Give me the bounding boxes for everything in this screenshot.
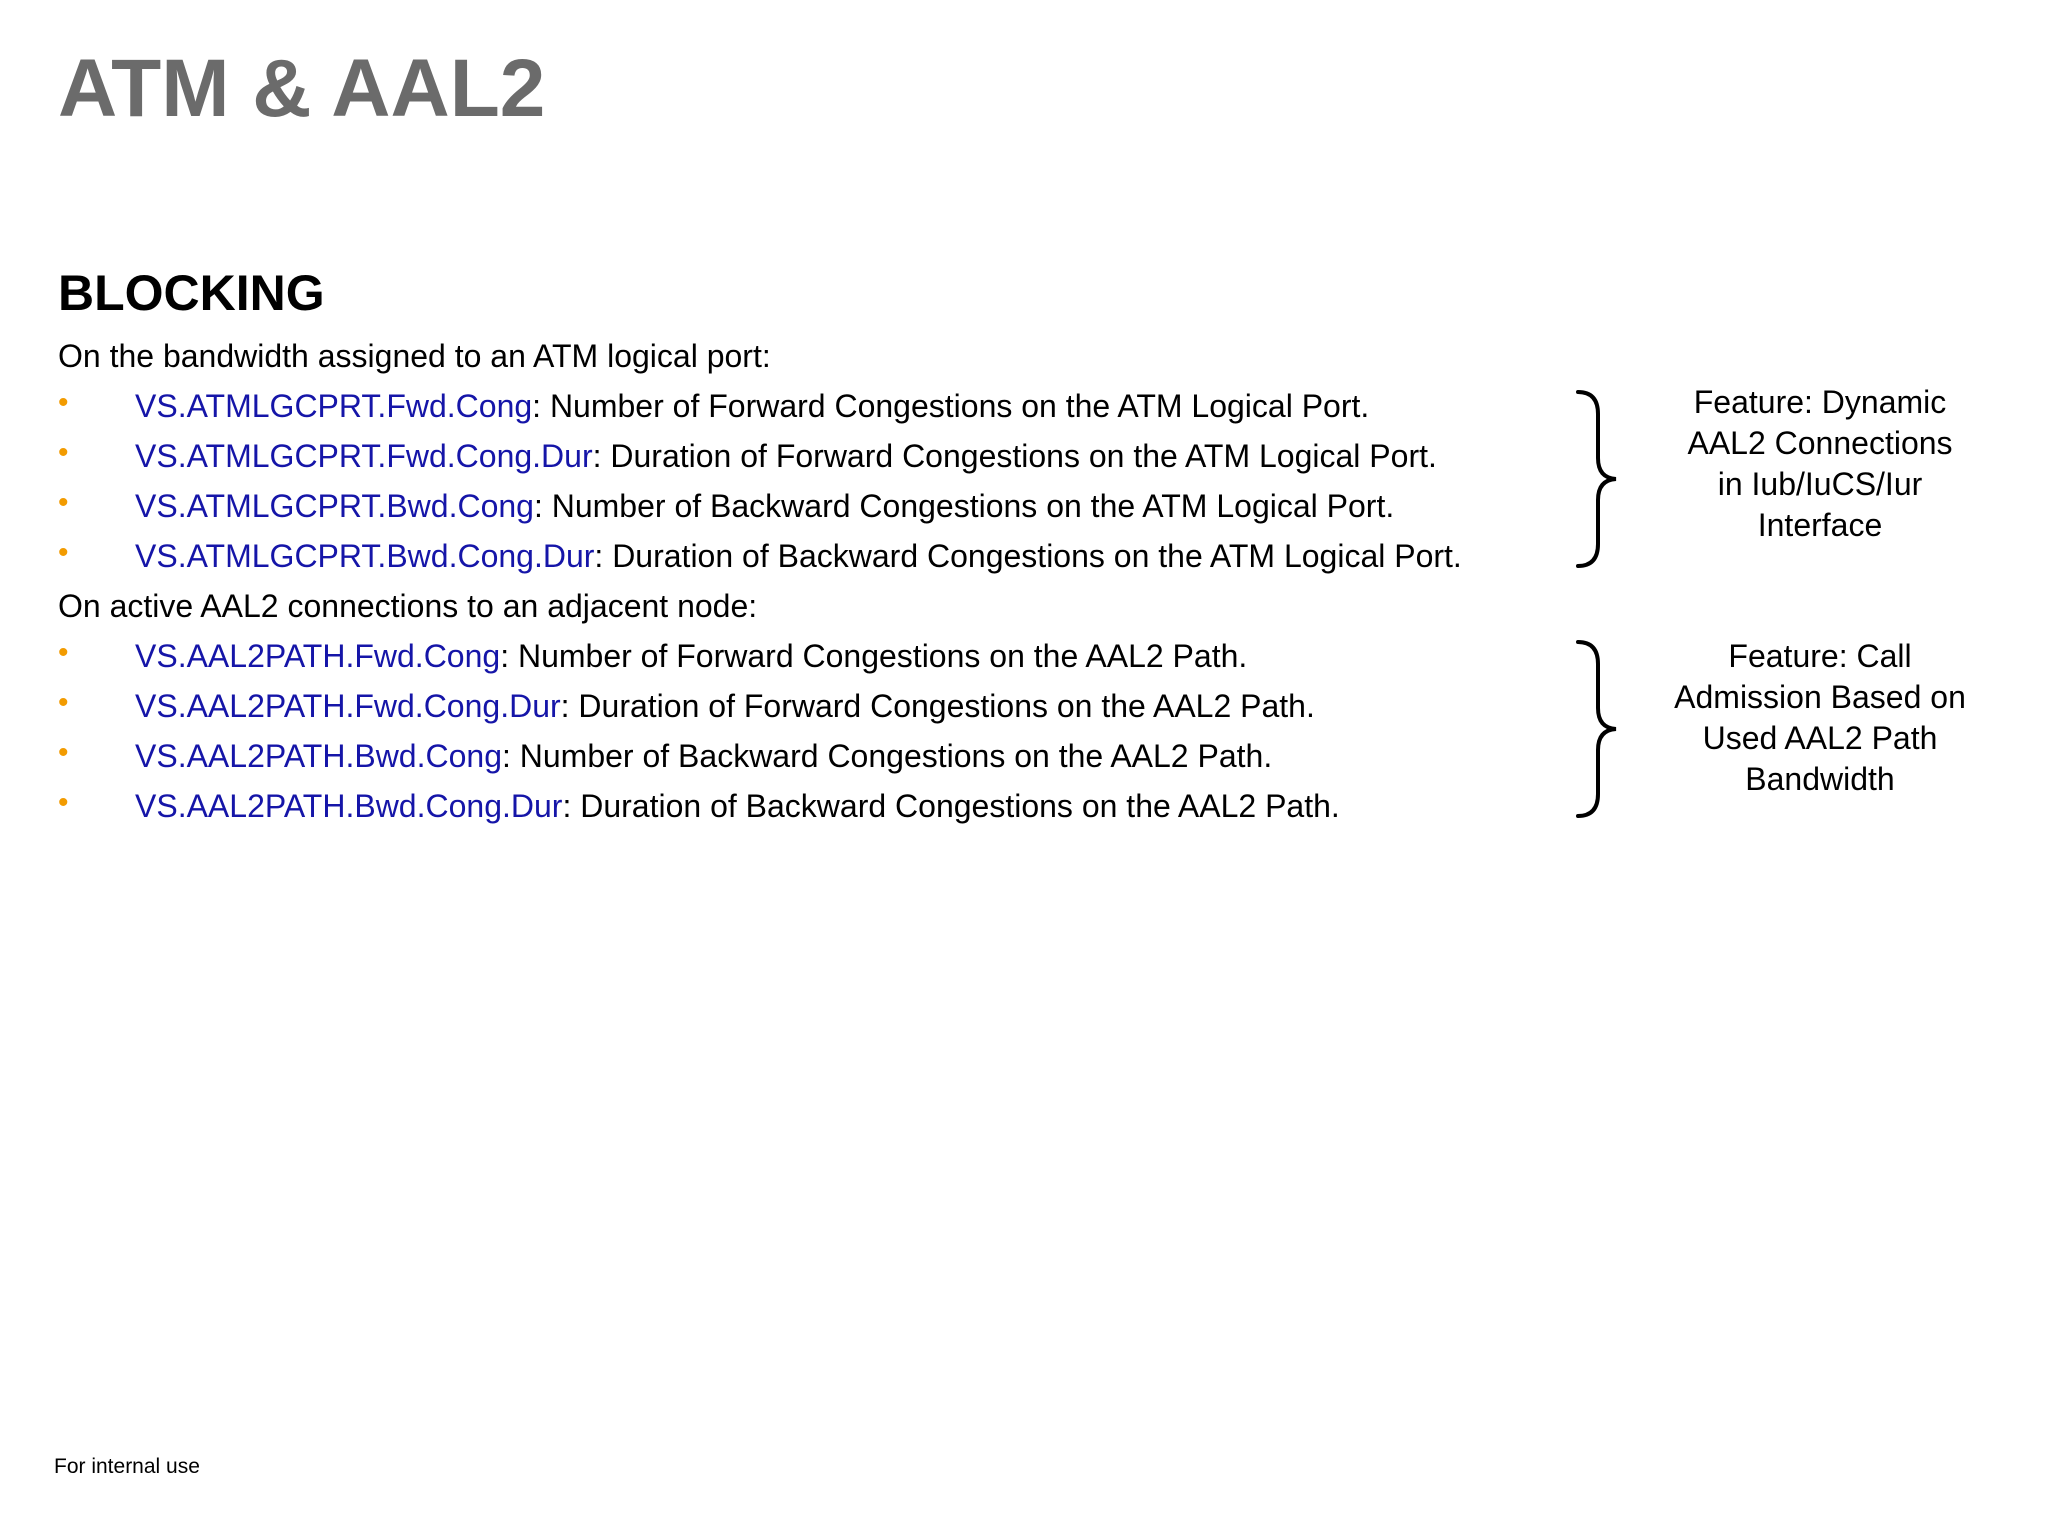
counter-description: : Number of Forward Congestions on the AAL2 Path. (500, 638, 1248, 674)
bullet-icon: • (58, 636, 69, 669)
counter-name: VS.AAL2PATH.Bwd.Cong.Dur (135, 788, 563, 824)
feature-line: Feature: Dynamic (1693, 384, 1947, 420)
feature-line: AAL2 Connections (1687, 425, 1953, 461)
bullet-icon: • (58, 486, 69, 519)
section-heading: BLOCKING (58, 265, 325, 321)
feature-line: Admission Based on (1674, 679, 1966, 715)
counter-name: VS.AAL2PATH.Fwd.Cong (135, 638, 501, 674)
bullet-icon: • (58, 386, 69, 419)
bullet-icon: • (58, 736, 69, 769)
brace-icon (1572, 386, 1632, 572)
feature-line: in Iub/IuCS/Iur (1717, 466, 1923, 502)
counter-name: VS.ATMLGCPRT.Fwd.Cong (135, 388, 533, 424)
counter-name: VS.ATMLGCPRT.Bwd.Cong (135, 488, 534, 524)
footer-note: For internal use (54, 1455, 200, 1478)
feature-line: Used AAL2 Path (1702, 720, 1938, 756)
counter-name: VS.AAL2PATH.Bwd.Cong (135, 738, 502, 774)
bullet-icon: • (58, 436, 69, 469)
counter-description: : Duration of Backward Congestions on the AAL2 Path. (562, 788, 1340, 824)
counter-name: VS.AAL2PATH.Fwd.Cong.Dur (135, 688, 561, 724)
group-intro-atm-port: On the bandwidth assigned to an ATM logical port: (58, 338, 771, 374)
feature-note-call-admission (1650, 636, 1990, 800)
counter-description: : Number of Forward Congestions on the ATM Logical Port. (532, 388, 1370, 424)
feature-note-dynamic-aal2 (1650, 382, 1990, 546)
group-intro-aal2: On active AAL2 connections to an adjacent node: (58, 588, 758, 624)
counter-description: : Number of Backward Congestions on the AAL2 Path. (501, 738, 1273, 774)
counter-name: VS.ATMLGCPRT.Bwd.Cong.Dur (135, 538, 595, 574)
brace-icon (1572, 636, 1632, 822)
counter-description: : Duration of Backward Congestions on the ATM Logical Port. (594, 538, 1462, 574)
slide-title: ATM & AAL2 (58, 43, 546, 134)
counter-description: : Duration of Forward Congestions on the AAL2 Path. (560, 688, 1315, 724)
counter-description: : Duration of Forward Congestions on the ATM Logical Port. (592, 438, 1437, 474)
counter-name: VS.ATMLGCPRT.Fwd.Cong.Dur (135, 438, 593, 474)
feature-line: Feature: Call (1728, 638, 1912, 674)
bullet-icon: • (58, 536, 69, 569)
bullet-icon: • (58, 786, 69, 819)
bullet-icon: • (58, 686, 69, 719)
feature-line: Interface (1757, 507, 1883, 543)
feature-line: Bandwidth (1745, 761, 1895, 797)
counter-description: : Number of Backward Congestions on the ATM Logical Port. (533, 488, 1395, 524)
